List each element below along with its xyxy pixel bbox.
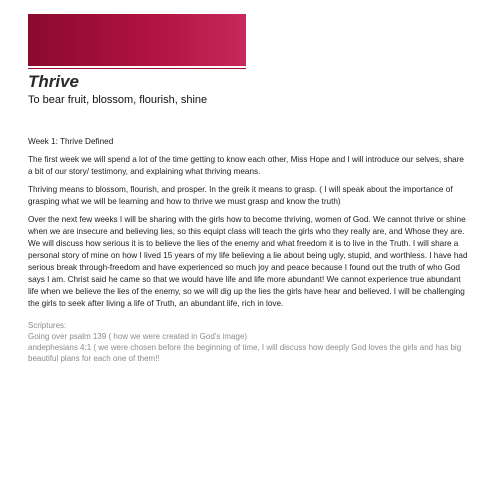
- header-divider: [28, 68, 246, 69]
- scripture-line: andephesians 4:1 ( we were chosen before the beginning of time, I will discuss how deeply God loves the girls and has big beautiful plans for each one of them!!: [28, 343, 462, 363]
- scriptures-label: Scriptures:: [28, 321, 67, 330]
- page-title: Thrive: [28, 72, 80, 91]
- week-heading: Week 1: Thrive Defined: [28, 137, 114, 146]
- scriptures-section: [28, 320, 468, 364]
- paragraph-intro: The first week we will spend a lot of the time getting to know each other, Miss Hope and I will introduce our selves, share a bit of our story/ testimony, and explaining what thriving means.: [28, 155, 464, 176]
- document-body: [28, 136, 468, 364]
- scripture-line: Going over psalm 139 ( how we were created in God’s image): [28, 332, 248, 341]
- paragraph-overview: Over the next few weeks I will be sharing with the girls how to become thriving, women of God. We cannot thrive or shine when we are insecure and believing lies, so this equipt class will teach the girls who they really are, and Whose they are. We will discuss how serious it is to believe the lies of the enemy and what freedom it is to live in the Truth. I will share a personal story of mine on how I lived 15 years of my life believing a lie about being ugly, stupid, and worthless. I have had serious break through-freedom and have experienced so much joy and peace because I found out the truth of who God says I am. Christ said he came so that we would have life and life more abundant! We cannot experience true abundant life when we believe the lies of the enemy, so we will dig up the lies the girls have hear and believed. I will be challenging the girls to seek after living a life of Truth, an abundant life, rich in love.: [28, 215, 468, 308]
- paragraph-thriving-meaning: Thriving means to blossom, flourish, and prosper. In the greik it means to grasp. ( I will speak about the importance of grasping what we will be learning and how to thrive we must grasp and know the truth): [28, 185, 453, 206]
- header-banner: [28, 14, 246, 66]
- page-subtitle: To bear fruit, blossom, flourish, shine: [28, 94, 208, 106]
